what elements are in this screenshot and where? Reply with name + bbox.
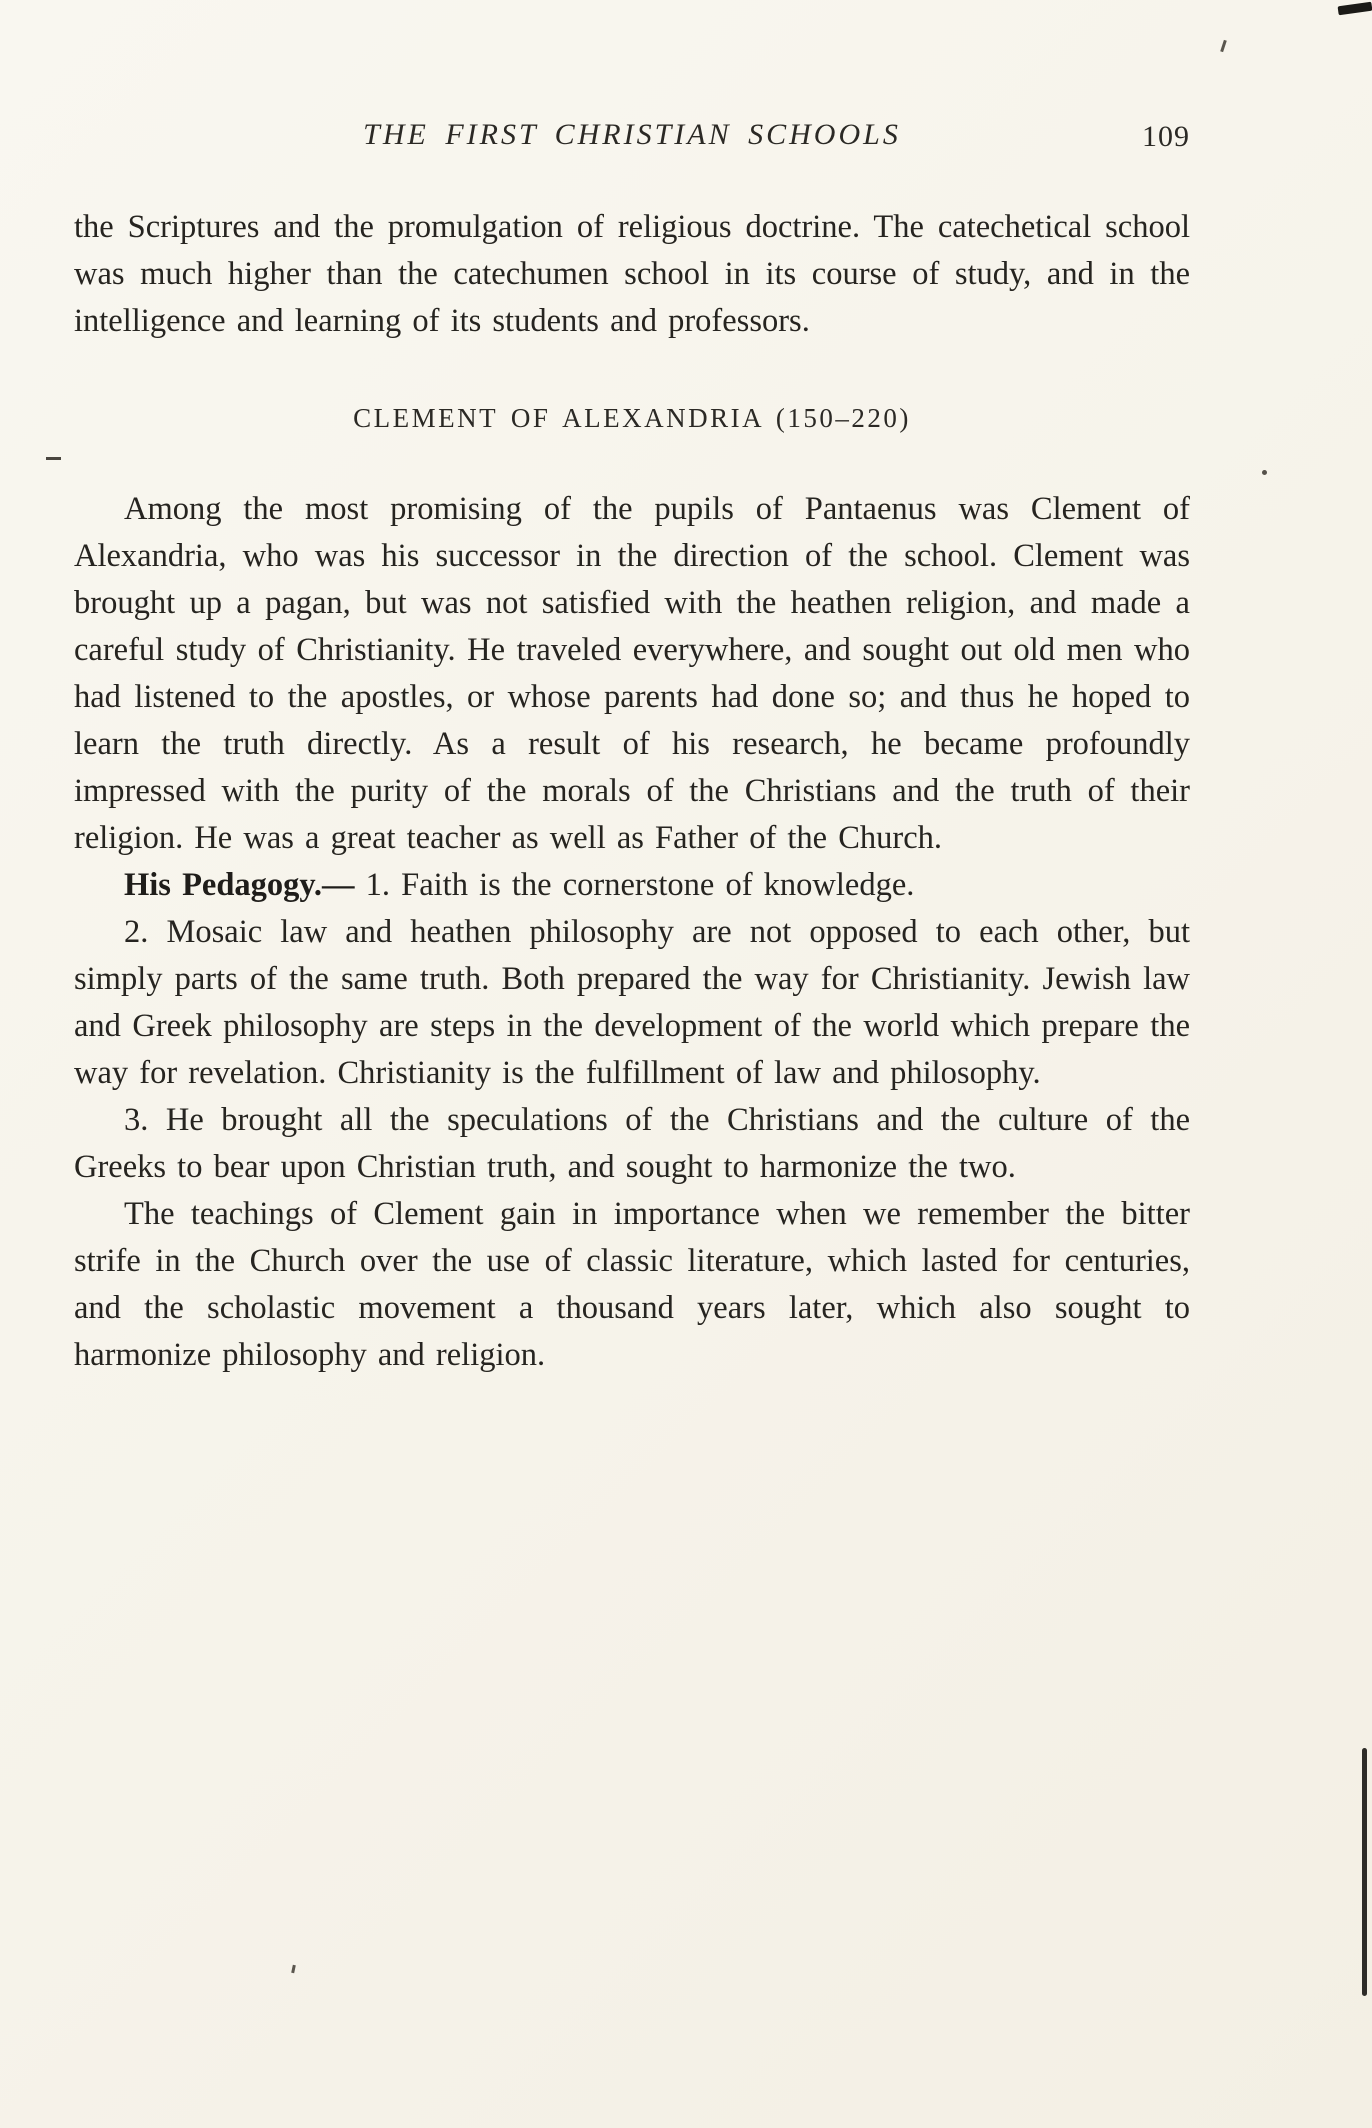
paragraph-pedagogy bbox=[74, 862, 1190, 909]
scan-artifact-corner bbox=[1338, 2, 1372, 16]
page-number: 109 bbox=[1142, 120, 1190, 153]
running-header-title: THE FIRST CHRISTIAN SCHOOLS bbox=[363, 118, 901, 151]
pedagogy-label: His Pedagogy.— bbox=[124, 867, 355, 903]
scan-artifact-mid-dot bbox=[1262, 470, 1267, 475]
page-body bbox=[74, 204, 1190, 1379]
scan-artifact-bottom-speck bbox=[291, 1965, 296, 1973]
paragraph-continuation: the Scriptures and the promulgation of religious doctrine. The catechetical school was much higher than the catechumen school in its course of study, and in the intelligence and learning of its students and professors. bbox=[74, 209, 1190, 339]
section-heading: CLEMENT OF ALEXANDRIA (150–220) bbox=[353, 403, 911, 433]
pedagogy-text: 1. Faith is the cornerstone of knowledge. bbox=[354, 867, 915, 903]
paragraph-closing: The teachings of Clement gain in importance when we remember the bitter strife in the Church over the use of classic literature, which lasted for centuries, and the scholastic movement a thousand years later, which also sought to harmonize philosophy and religion. bbox=[74, 1196, 1190, 1373]
paragraph-numbered-3: 3. He brought all the speculations of the Christians and the culture of the Greeks to bear upon Christian truth, and sought to harmonize the two. bbox=[74, 1102, 1190, 1185]
paragraph: Among the most promising of the pupils of Pantaenus was Clement of Alexandria, who was his successor in the direction of the school. Clement was brought up a pagan, but was not satisfied with the heathen religion, and made a careful study of Christianity. He traveled everywhere, and sought out old men who had listened to the apostles, or whose parents had done so; and thus he hoped to learn the truth directly. As a result of his research, he became profoundly impressed with the purity of the morals of the Christians and the truth of their religion. He was a great teacher as well as Father of the Church. bbox=[74, 491, 1190, 856]
paragraph-numbered-2: 2. Mosaic law and heathen philosophy are not opposed to each other, but simply parts of the same truth. Both prepared the way for Christianity. Jewish law and Greek philosophy are steps in the development of the world which prepare the way for revelation. Christianity is the fulfillment of law and philosophy. bbox=[74, 914, 1190, 1091]
scan-artifact-margin-dash bbox=[46, 457, 61, 460]
scan-artifact-right-line bbox=[1362, 1748, 1367, 1996]
running-header bbox=[74, 118, 1190, 166]
scan-artifact-top-tick bbox=[1220, 40, 1227, 52]
